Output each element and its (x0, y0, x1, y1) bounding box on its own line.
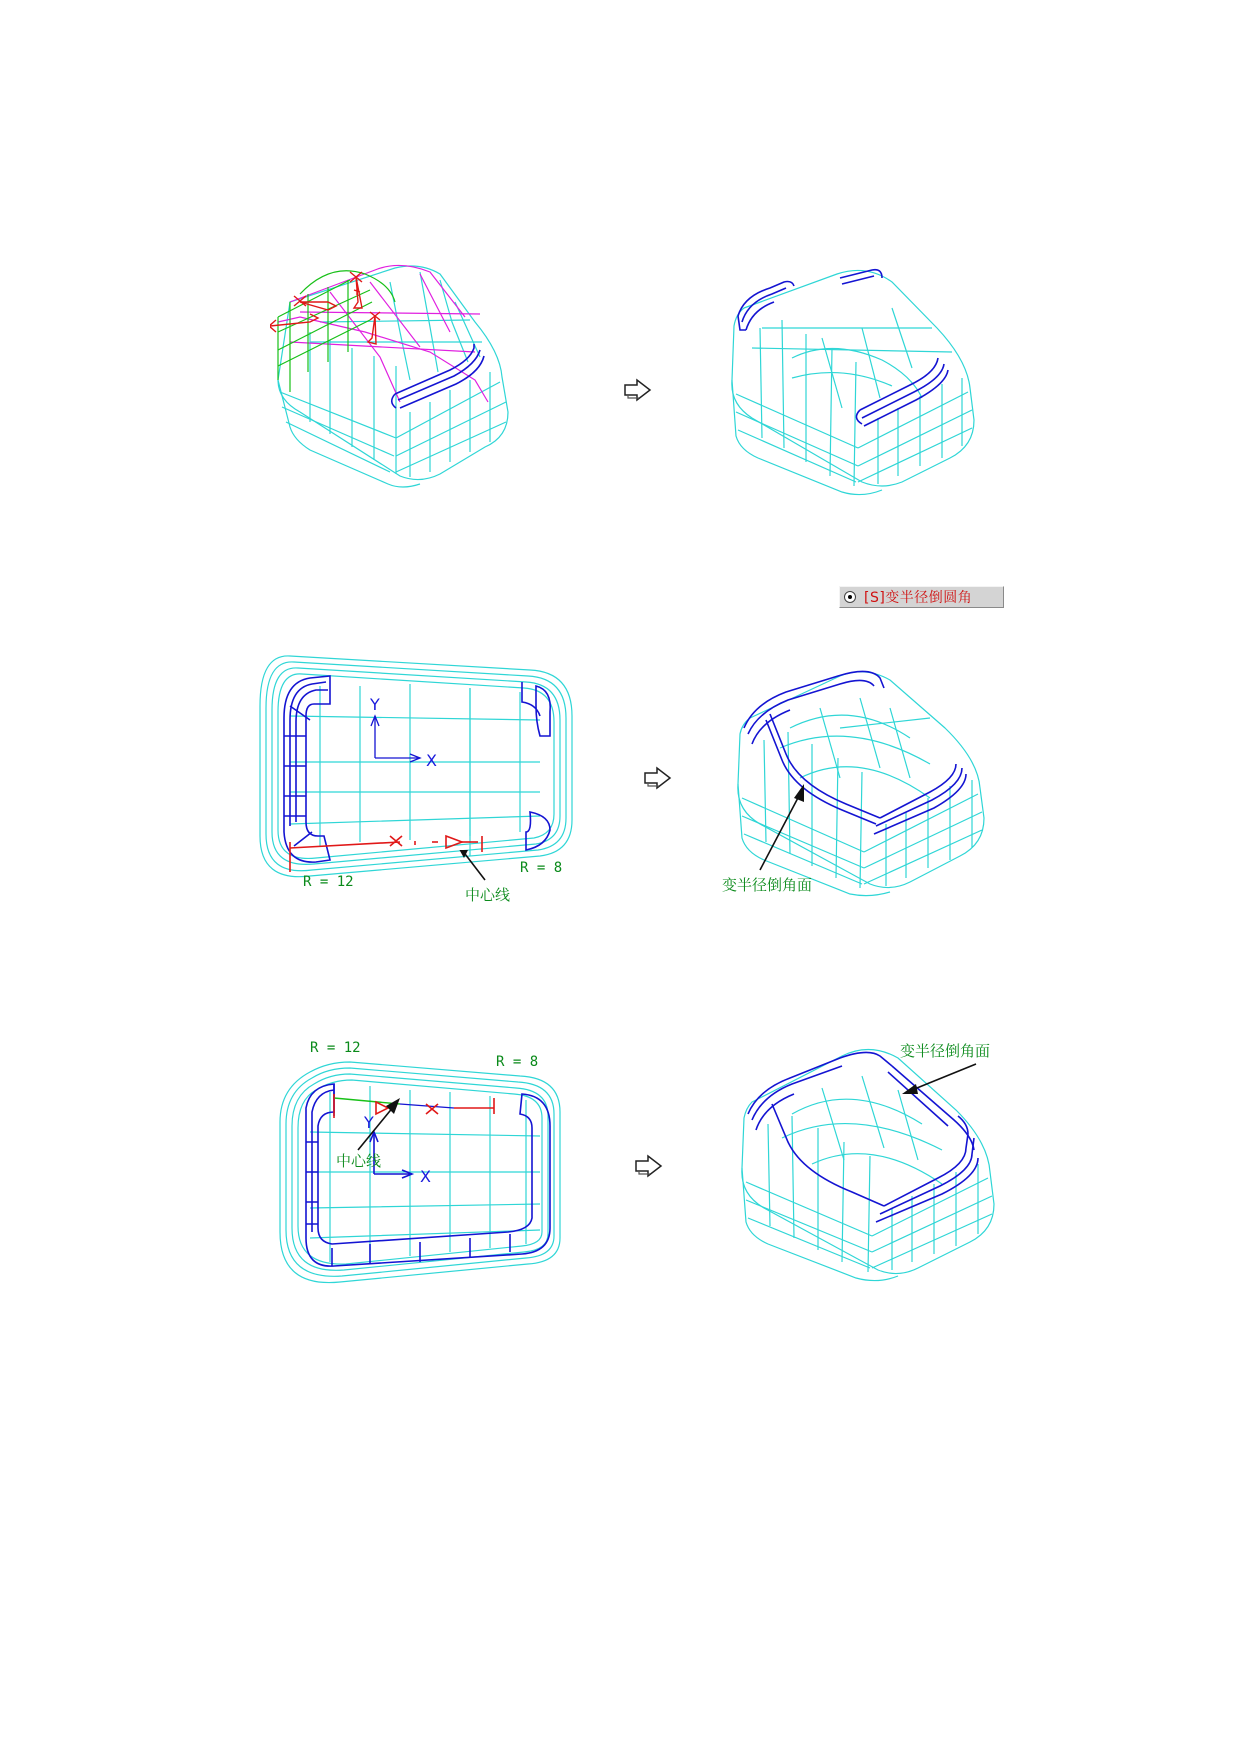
process-arrow-icon-2 (643, 766, 673, 790)
option-label: [S]变半径倒圆角 (864, 590, 973, 606)
variable-fillet-surface-label-3: 变半径倒角面 (900, 1042, 991, 1060)
fig1-after-wireframe (722, 268, 1022, 498)
fig3-labels (270, 1034, 590, 1174)
axis-y-label: Y (370, 695, 380, 714)
fig1-before-wireframe (270, 262, 550, 492)
centerline-label-3: 中心线 (336, 1152, 382, 1170)
axis-x-label-3: X (420, 1167, 431, 1186)
fig2-labels (250, 850, 590, 910)
radius-left-label-3: R = 12 (310, 1040, 361, 1056)
centerline-label: 中心线 (465, 886, 511, 904)
fig3-result-callout (880, 1034, 1020, 1114)
radius-left-label: R = 12 (303, 874, 354, 890)
process-arrow-icon-3 (634, 1154, 664, 1178)
radius-right-label-3: R = 8 (496, 1054, 539, 1070)
process-arrow-icon-1 (623, 378, 653, 402)
fig2-result-callout (700, 760, 900, 900)
axis-y-label-3: Y (364, 1113, 374, 1132)
axis-x-label: X (426, 751, 437, 770)
radio-selected-icon[interactable] (844, 591, 856, 603)
variable-radius-fillet-option[interactable] (839, 586, 1004, 608)
variable-fillet-surface-label: 变半径倒角面 (722, 876, 813, 894)
radius-right-label: R = 8 (520, 860, 563, 876)
